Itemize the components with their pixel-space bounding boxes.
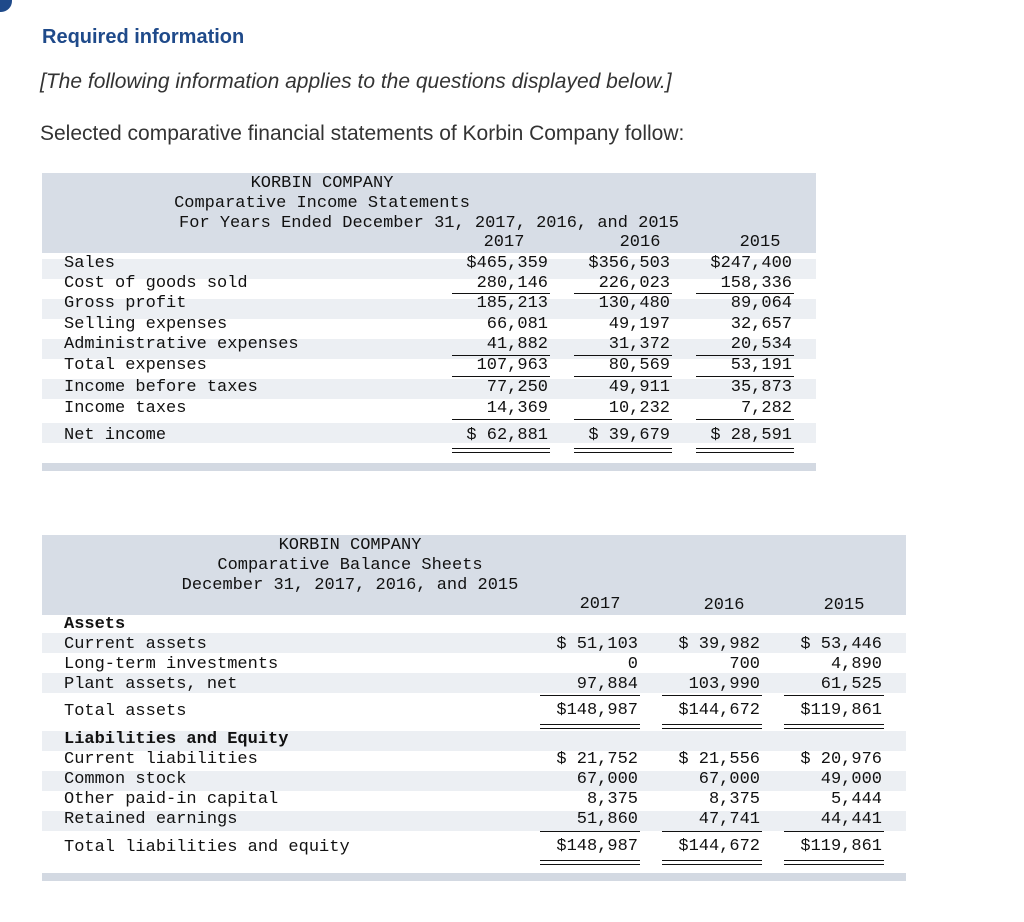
double-underline (452, 448, 550, 453)
row-label-retained-earnings: Retained earnings (64, 810, 238, 829)
cell-value: 4,890 (830, 655, 882, 674)
cell-value: 280,146 (476, 274, 548, 293)
cell-value: $ 62,881 (466, 426, 548, 445)
cell-value: $144,672 (678, 701, 760, 720)
cell-value: 49,911 (608, 378, 670, 397)
double-underline (696, 448, 794, 453)
cell-value: 8,375 (586, 790, 638, 809)
income-period: For Years Ended December 31, 2017, 2016, and 2015 (179, 214, 679, 233)
underline (452, 355, 550, 356)
cell-value: $119,861 (800, 837, 882, 856)
cell-value: 32,657 (730, 315, 792, 334)
cell-value: $148,987 (556, 701, 638, 720)
underline (574, 355, 672, 356)
cell-value: 130,480 (598, 294, 670, 313)
cell-value: $ 53,446 (800, 635, 882, 654)
cell-value: $ 39,679 (588, 426, 670, 445)
cell-value: 158,336 (720, 274, 792, 293)
double-underline (662, 860, 762, 865)
liabilities-heading: Liabilities and Equity (64, 730, 289, 749)
cell-value: 107,963 (476, 356, 548, 375)
required-info-title: Required information (42, 26, 245, 48)
row-label-total-expenses: Total expenses (64, 356, 207, 375)
assets-heading: Assets (64, 615, 126, 634)
cell-value: $247,400 (710, 254, 792, 273)
income-year-2016: 2016 (619, 233, 661, 252)
underline (784, 695, 884, 696)
cell-value: 77,250 (486, 378, 548, 397)
cell-value: $356,503 (588, 254, 670, 273)
double-underline (540, 724, 640, 729)
cell-value: 185,213 (476, 294, 548, 313)
info-note: [The following information applies to the questions displayed below.] (40, 70, 672, 93)
cell-value: 49,197 (608, 315, 670, 334)
underline (540, 695, 640, 696)
row-label-total-liabilities-equity: Total liabilities and equity (64, 838, 350, 857)
underline (540, 831, 640, 832)
cell-value: $144,672 (678, 837, 760, 856)
row-label-total-assets: Total assets (64, 702, 187, 721)
underline (574, 376, 672, 377)
row-label-plant-assets: Plant assets, net (64, 675, 238, 694)
income-statement-table (42, 173, 816, 471)
underline (696, 376, 794, 377)
cell-value: $ 28,591 (710, 426, 792, 445)
row-label-other-paid-in-capital: Other paid-in capital (64, 790, 279, 809)
row-label-income-before-taxes: Income before taxes (64, 378, 258, 397)
cell-value: 14,369 (486, 399, 548, 418)
cell-value: $ 51,103 (556, 635, 638, 654)
cell-value: 53,191 (730, 356, 792, 375)
balance-title: Comparative Balance Sheets (217, 556, 483, 575)
underline (574, 419, 672, 420)
underline (662, 831, 762, 832)
cell-value: 47,741 (698, 810, 760, 829)
cell-value: 41,882 (486, 335, 548, 354)
cell-value: 226,023 (598, 274, 670, 293)
cell-value: 51,860 (576, 810, 638, 829)
row-label-selling: Selling expenses (64, 315, 228, 334)
balance-year-2015: 2015 (823, 596, 865, 615)
double-underline (540, 860, 640, 865)
row-label-income-taxes: Income taxes (64, 399, 187, 418)
cell-value: $ 20,976 (800, 750, 882, 769)
corner-badge (0, 0, 12, 12)
cell-value: 31,372 (608, 335, 670, 354)
cell-value: 103,990 (688, 675, 760, 694)
balance-period: December 31, 2017, 2016, and 2015 (181, 576, 519, 595)
cell-value: 97,884 (576, 675, 638, 694)
cell-value: 44,441 (820, 810, 882, 829)
income-company: KORBIN COMPANY (250, 174, 394, 193)
cell-value: $ 21,556 (678, 750, 760, 769)
cell-value: $148,987 (556, 837, 638, 856)
cell-value: $ 21,752 (556, 750, 638, 769)
cell-value: 10,232 (608, 399, 670, 418)
cell-value: $465,359 (466, 254, 548, 273)
intro-text: Selected comparative financial statements of Korbin Company follow: (40, 122, 685, 145)
cell-value: 35,873 (730, 378, 792, 397)
underline (452, 293, 550, 294)
balance-year-2016: 2016 (703, 596, 745, 615)
balance-company: KORBIN COMPANY (278, 536, 422, 555)
underline (452, 376, 550, 377)
underline (452, 419, 550, 420)
underline (696, 355, 794, 356)
cell-value: 700 (729, 655, 760, 674)
row-label-long-term-investments: Long-term investments (64, 655, 279, 674)
cell-value: 66,081 (486, 315, 548, 334)
cell-value: 8,375 (708, 790, 760, 809)
cell-value: 0 (627, 655, 638, 674)
row-label-admin: Administrative expenses (64, 335, 299, 354)
cell-value: 5,444 (830, 790, 882, 809)
underline (662, 695, 762, 696)
row-label-current-assets: Current assets (64, 635, 207, 654)
underline (784, 831, 884, 832)
cell-value: 67,000 (698, 770, 760, 789)
cell-value: 89,064 (730, 294, 792, 313)
income-title: Comparative Income Statements (174, 194, 470, 213)
income-year-2017: 2017 (483, 233, 525, 252)
underline (574, 293, 672, 294)
balance-year-2017: 2017 (579, 595, 621, 614)
underline (696, 293, 794, 294)
row-label-net-income: Net income (64, 426, 167, 445)
row-label-sales: Sales (64, 254, 116, 273)
double-underline (574, 448, 672, 453)
row-label-current-liabilities: Current liabilities (64, 750, 258, 769)
double-underline (784, 724, 884, 729)
balance-bottom-bar (42, 873, 906, 881)
balance-sheet-table (42, 535, 906, 881)
income-bottom-bar (42, 463, 816, 471)
row-label-common-stock: Common stock (64, 770, 187, 789)
double-underline (662, 724, 762, 729)
cell-value: 61,525 (820, 675, 882, 694)
cell-value: 7,282 (740, 399, 792, 418)
underline (696, 419, 794, 420)
cell-value: 49,000 (820, 770, 882, 789)
cell-value: 67,000 (576, 770, 638, 789)
cell-value: $119,861 (800, 701, 882, 720)
double-underline (784, 860, 884, 865)
cell-value: 80,569 (608, 356, 670, 375)
cell-value: 20,534 (730, 335, 792, 354)
row-label-cogs: Cost of goods sold (64, 274, 248, 293)
row-label-gross-profit: Gross profit (64, 294, 187, 313)
cell-value: $ 39,982 (678, 635, 760, 654)
income-year-2015: 2015 (739, 233, 781, 252)
